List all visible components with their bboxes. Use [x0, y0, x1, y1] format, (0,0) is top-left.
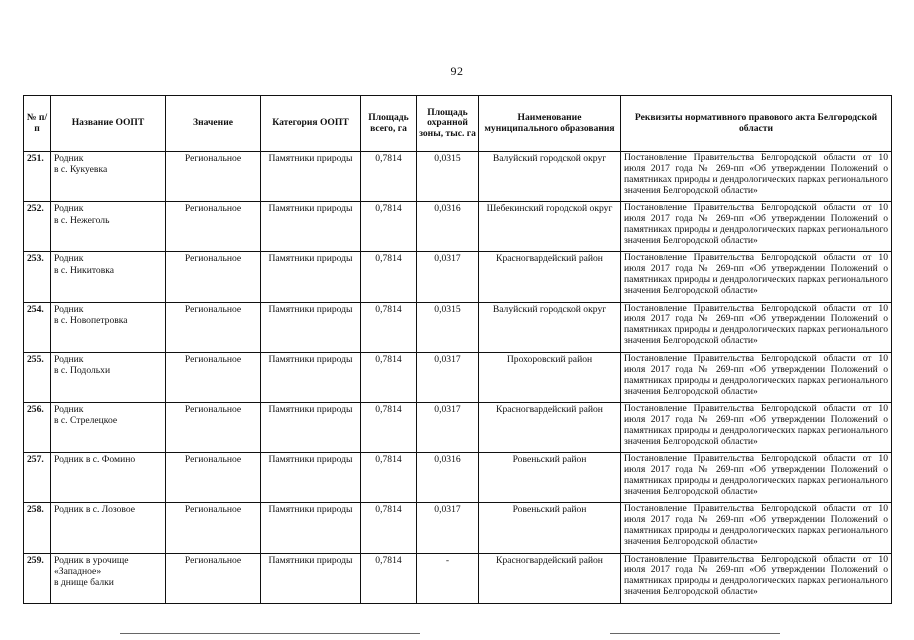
table-header-row: [24, 96, 892, 152]
page-number: 92: [450, 64, 464, 78]
category-cell: Памятники природы: [261, 453, 361, 503]
significance-cell: Региональное: [166, 503, 261, 553]
significance-cell: Региональное: [166, 453, 261, 503]
buffer-area-cell: -: [417, 553, 479, 603]
row-number-cell: 259.: [24, 553, 51, 603]
municipality-cell: Прохоровский район: [479, 352, 621, 402]
category-cell: Памятники природы: [261, 553, 361, 603]
municipality-cell: Шебекинский городской округ: [479, 202, 621, 252]
area-name-cell: Родник в с. Лозовое: [51, 503, 166, 553]
municipality-cell: Валуйский городской округ: [479, 152, 621, 202]
table-row: [24, 503, 892, 553]
buffer-area-cell: 0,0317: [417, 503, 479, 553]
significance-cell: Региональное: [166, 352, 261, 402]
protected-areas-table: [23, 95, 892, 604]
header-significance: Значение: [166, 96, 261, 152]
category-cell: Памятники природы: [261, 352, 361, 402]
buffer-area-cell: 0,0317: [417, 352, 479, 402]
category-cell: Памятники природы: [261, 302, 361, 352]
buffer-area-cell: 0,0317: [417, 402, 479, 452]
legal-act-cell: Постановление Правительства Белгородской области от 10 июля 2017 года № 269-пп «Об утверждении Положений о памятниках природы и дендрологических парках регионального значения Белгородской области»: [621, 553, 892, 603]
header-municipality: Наименование муниципального образования: [479, 96, 621, 152]
category-cell: Памятники природы: [261, 252, 361, 302]
municipality-cell: Валуйский городской округ: [479, 302, 621, 352]
area-total-cell: 0,7814: [361, 402, 417, 452]
legal-act-cell: Постановление Правительства Белгородской области от 10 июля 2017 года № 269-пп «Об утверждении Положений о памятниках природы и дендрологических парках регионального значения Белгородской области»: [621, 202, 892, 252]
buffer-area-cell: 0,0316: [417, 453, 479, 503]
legal-act-cell: Постановление Правительства Белгородской области от 10 июля 2017 года № 269-пп «Об утверждении Положений о памятниках природы и дендрологических парках регионального значения Белгородской области»: [621, 352, 892, 402]
buffer-area-cell: 0,0315: [417, 152, 479, 202]
area-name-cell: Родник в с. Никитовка: [51, 252, 166, 302]
significance-cell: Региональное: [166, 302, 261, 352]
buffer-area-cell: 0,0315: [417, 302, 479, 352]
header-area-total: Площадь всего, га: [361, 96, 417, 152]
area-name-cell: Родник в с. Фомино: [51, 453, 166, 503]
category-cell: Памятники природы: [261, 152, 361, 202]
header-num: № п/п: [24, 96, 51, 152]
municipality-cell: Ровеньский район: [479, 453, 621, 503]
buffer-area-cell: 0,0317: [417, 252, 479, 302]
table-row: [24, 453, 892, 503]
header-legal-act: Реквизиты нормативного правового акта Белгородской области: [621, 96, 892, 152]
table-row: [24, 202, 892, 252]
legal-act-cell: Постановление Правительства Белгородской области от 10 июля 2017 года № 269-пп «Об утверждении Положений о памятниках природы и дендрологических парках регионального значения Белгородской области»: [621, 402, 892, 452]
category-cell: Памятники природы: [261, 202, 361, 252]
table-row: [24, 152, 892, 202]
significance-cell: Региональное: [166, 402, 261, 452]
legal-act-cell: Постановление Правительства Белгородской области от 10 июля 2017 года № 269-пп «Об утверждении Положений о памятниках природы и дендрологических парках регионального значения Белгородской области»: [621, 252, 892, 302]
area-total-cell: 0,7814: [361, 453, 417, 503]
legal-act-cell: Постановление Правительства Белгородской области от 10 июля 2017 года № 269-пп «Об утверждении Положений о памятниках природы и дендрологических парках регионального значения Белгородской области»: [621, 453, 892, 503]
header-category: Категория ООПТ: [261, 96, 361, 152]
table-row: [24, 553, 892, 603]
area-total-cell: 0,7814: [361, 352, 417, 402]
area-total-cell: 0,7814: [361, 152, 417, 202]
area-total-cell: 0,7814: [361, 302, 417, 352]
row-number-cell: 253.: [24, 252, 51, 302]
footer-rule-left: [120, 633, 420, 634]
area-name-cell: Родник в с. Стрелецкое: [51, 402, 166, 452]
legal-act-cell: Постановление Правительства Белгородской области от 10 июля 2017 года № 269-пп «Об утверждении Положений о памятниках природы и дендрологических парках регионального значения Белгородской области»: [621, 152, 892, 202]
table-body: [24, 152, 892, 604]
row-number-cell: 256.: [24, 402, 51, 452]
table-row: [24, 252, 892, 302]
legal-act-cell: Постановление Правительства Белгородской области от 10 июля 2017 года № 269-пп «Об утверждении Положений о памятниках природы и дендрологических парках регионального значения Белгородской области»: [621, 503, 892, 553]
area-name-cell: Родник в с. Новопетровка: [51, 302, 166, 352]
category-cell: Памятники природы: [261, 402, 361, 452]
row-number-cell: 255.: [24, 352, 51, 402]
area-name-cell: Родник в урочище «Западное» в днище балки: [51, 553, 166, 603]
legal-act-cell: Постановление Правительства Белгородской области от 10 июля 2017 года № 269-пп «Об утверждении Положений о памятниках природы и дендрологических парках регионального значения Белгородской области»: [621, 302, 892, 352]
buffer-area-cell: 0,0316: [417, 202, 479, 252]
significance-cell: Региональное: [166, 202, 261, 252]
area-name-cell: Родник в с. Кукуевка: [51, 152, 166, 202]
category-cell: Памятники природы: [261, 503, 361, 553]
footer-rule-right: [610, 633, 780, 634]
municipality-cell: Ровеньский район: [479, 503, 621, 553]
area-total-cell: 0,7814: [361, 503, 417, 553]
row-number-cell: 251.: [24, 152, 51, 202]
significance-cell: Региональное: [166, 152, 261, 202]
row-number-cell: 254.: [24, 302, 51, 352]
table-row: [24, 302, 892, 352]
area-total-cell: 0,7814: [361, 202, 417, 252]
area-name-cell: Родник в с. Подольхи: [51, 352, 166, 402]
municipality-cell: Красногвардейский район: [479, 402, 621, 452]
area-name-cell: Родник в с. Нежеголь: [51, 202, 166, 252]
municipality-cell: Красногвардейский район: [479, 252, 621, 302]
header-name: Название ООПТ: [51, 96, 166, 152]
row-number-cell: 257.: [24, 453, 51, 503]
significance-cell: Региональное: [166, 252, 261, 302]
significance-cell: Региональное: [166, 553, 261, 603]
area-total-cell: 0,7814: [361, 553, 417, 603]
table-row: [24, 352, 892, 402]
header-buffer-area: Площадь охранной зоны, тыс. га: [417, 96, 479, 152]
row-number-cell: 252.: [24, 202, 51, 252]
area-total-cell: 0,7814: [361, 252, 417, 302]
row-number-cell: 258.: [24, 503, 51, 553]
municipality-cell: Красногвардейский район: [479, 553, 621, 603]
table-row: [24, 402, 892, 452]
